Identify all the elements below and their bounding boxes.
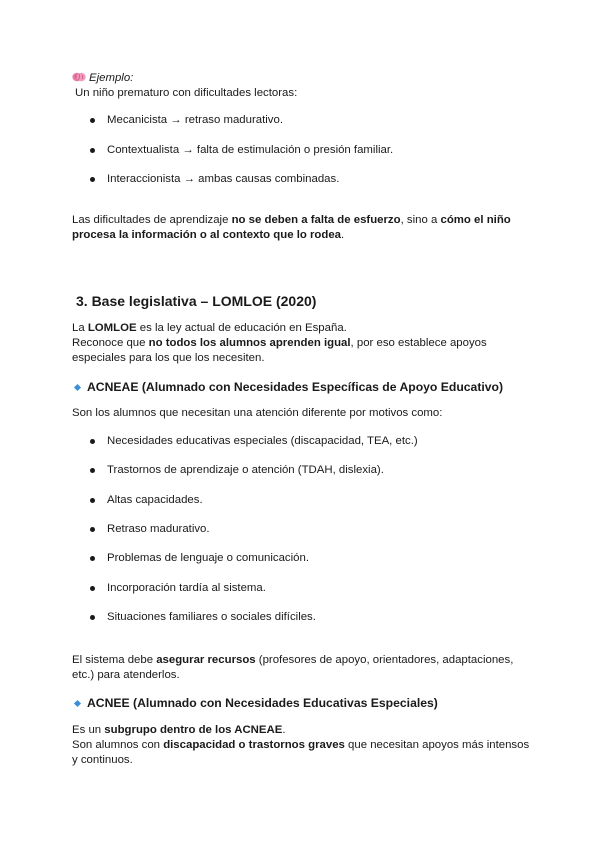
bullet-dot — [90, 586, 95, 591]
bullet-dot — [90, 177, 95, 182]
bullet-dot — [90, 527, 95, 532]
section-heading: 3. Base legislativa – LOMLOE (2020) — [76, 293, 317, 309]
example-label: Ejemplo: — [89, 72, 134, 84]
bullet-dot — [90, 148, 95, 153]
bullet-dot — [90, 498, 95, 503]
acnee-heading: ACNEE (Alumnado con Necesidades Educativas Especiales) — [72, 695, 572, 711]
acneae-closing: El sistema debe asegurar recursos (profesores de apoyo, orientadores, adaptaciones, etc.) para atenderlos. — [72, 654, 514, 681]
acnee-paragraph: Es un subgrupo dentro de los ACNEAE. Son alumnos con discapacidad o trastornos graves que necesitan apoyos más intensos y continuos. — [72, 724, 530, 766]
bullet-dot — [90, 468, 95, 473]
acneae-lead: Son los alumnos que necesitan una atención diferente por motivos como: — [72, 407, 443, 419]
bullet-dot — [90, 439, 95, 444]
example-heading — [72, 71, 542, 86]
diamond-bullet-icon — [74, 384, 81, 391]
bullet-dot — [90, 556, 95, 561]
bullet-dot — [90, 615, 95, 620]
brain-icon — [72, 72, 86, 82]
conclusion-paragraph: Las dificultades de aprendizaje no se deben a falta de esfuerzo, sino a cómo el niño procesa la información o al contexto que lo rodea. — [72, 214, 511, 241]
diamond-bullet-icon — [74, 700, 81, 707]
acneae-heading: ACNEAE (Alumnado con Necesidades Específicas de Apoyo Educativo) — [72, 379, 572, 395]
document-page: Ejemplo: Un niño prematuro con dificultades lectoras: Mecanicista → retraso madurativo. Contextualista → falta de estimulación o presión familiar. Interaccionista → ambas causas combinadas. Las dificultades de aprendizaje no se deben a falta de esfuerzo, sino a cómo el niño procesa la información o al contexto que lo rodea. 3. Base legislativa – LOMLOE (2020) La LOMLOE es la ley actual de educación en España. Reconoce que no todos los alumnos aprenden igual, por eso establece apoyos especiales para los que los necesiten. ACNEAE (Alumnado con Necesidades Específicas de Apoyo Educativo) Son los alumnos que necesitan una atención diferente por motivos como: Necesidades educativas especiales (discapacidad, TEA, etc.) Trastornos de aprendizaje o atención (TDAH, dislexia). Altas capacidades. Retraso madurativo. Problemas de lenguaje o comunicación. Incorporación tardía al sistema. Situaciones familiares o sociales difíciles. El sistema debe asegurar recursos (profesores de apoyo, orientadores, adaptaciones, etc.) para atenderlos. ACNEE (Alumnado con Necesidades Educativas Especiales) Es un subgrupo dentro de los ACNEAE. Son alumnos con discapacidad o trastornos graves que necesitan apoyos más intensos y continuos. — [0, 0, 600, 848]
section-intro: La LOMLOE es la ley actual de educación en España. Reconoce que no todos los alumnos aprenden igual, por eso establece apoyos especiales para los que los necesiten. — [72, 322, 487, 364]
bullet-dot — [90, 118, 95, 123]
example-text: Un niño prematuro con dificultades lectoras: — [75, 87, 298, 99]
